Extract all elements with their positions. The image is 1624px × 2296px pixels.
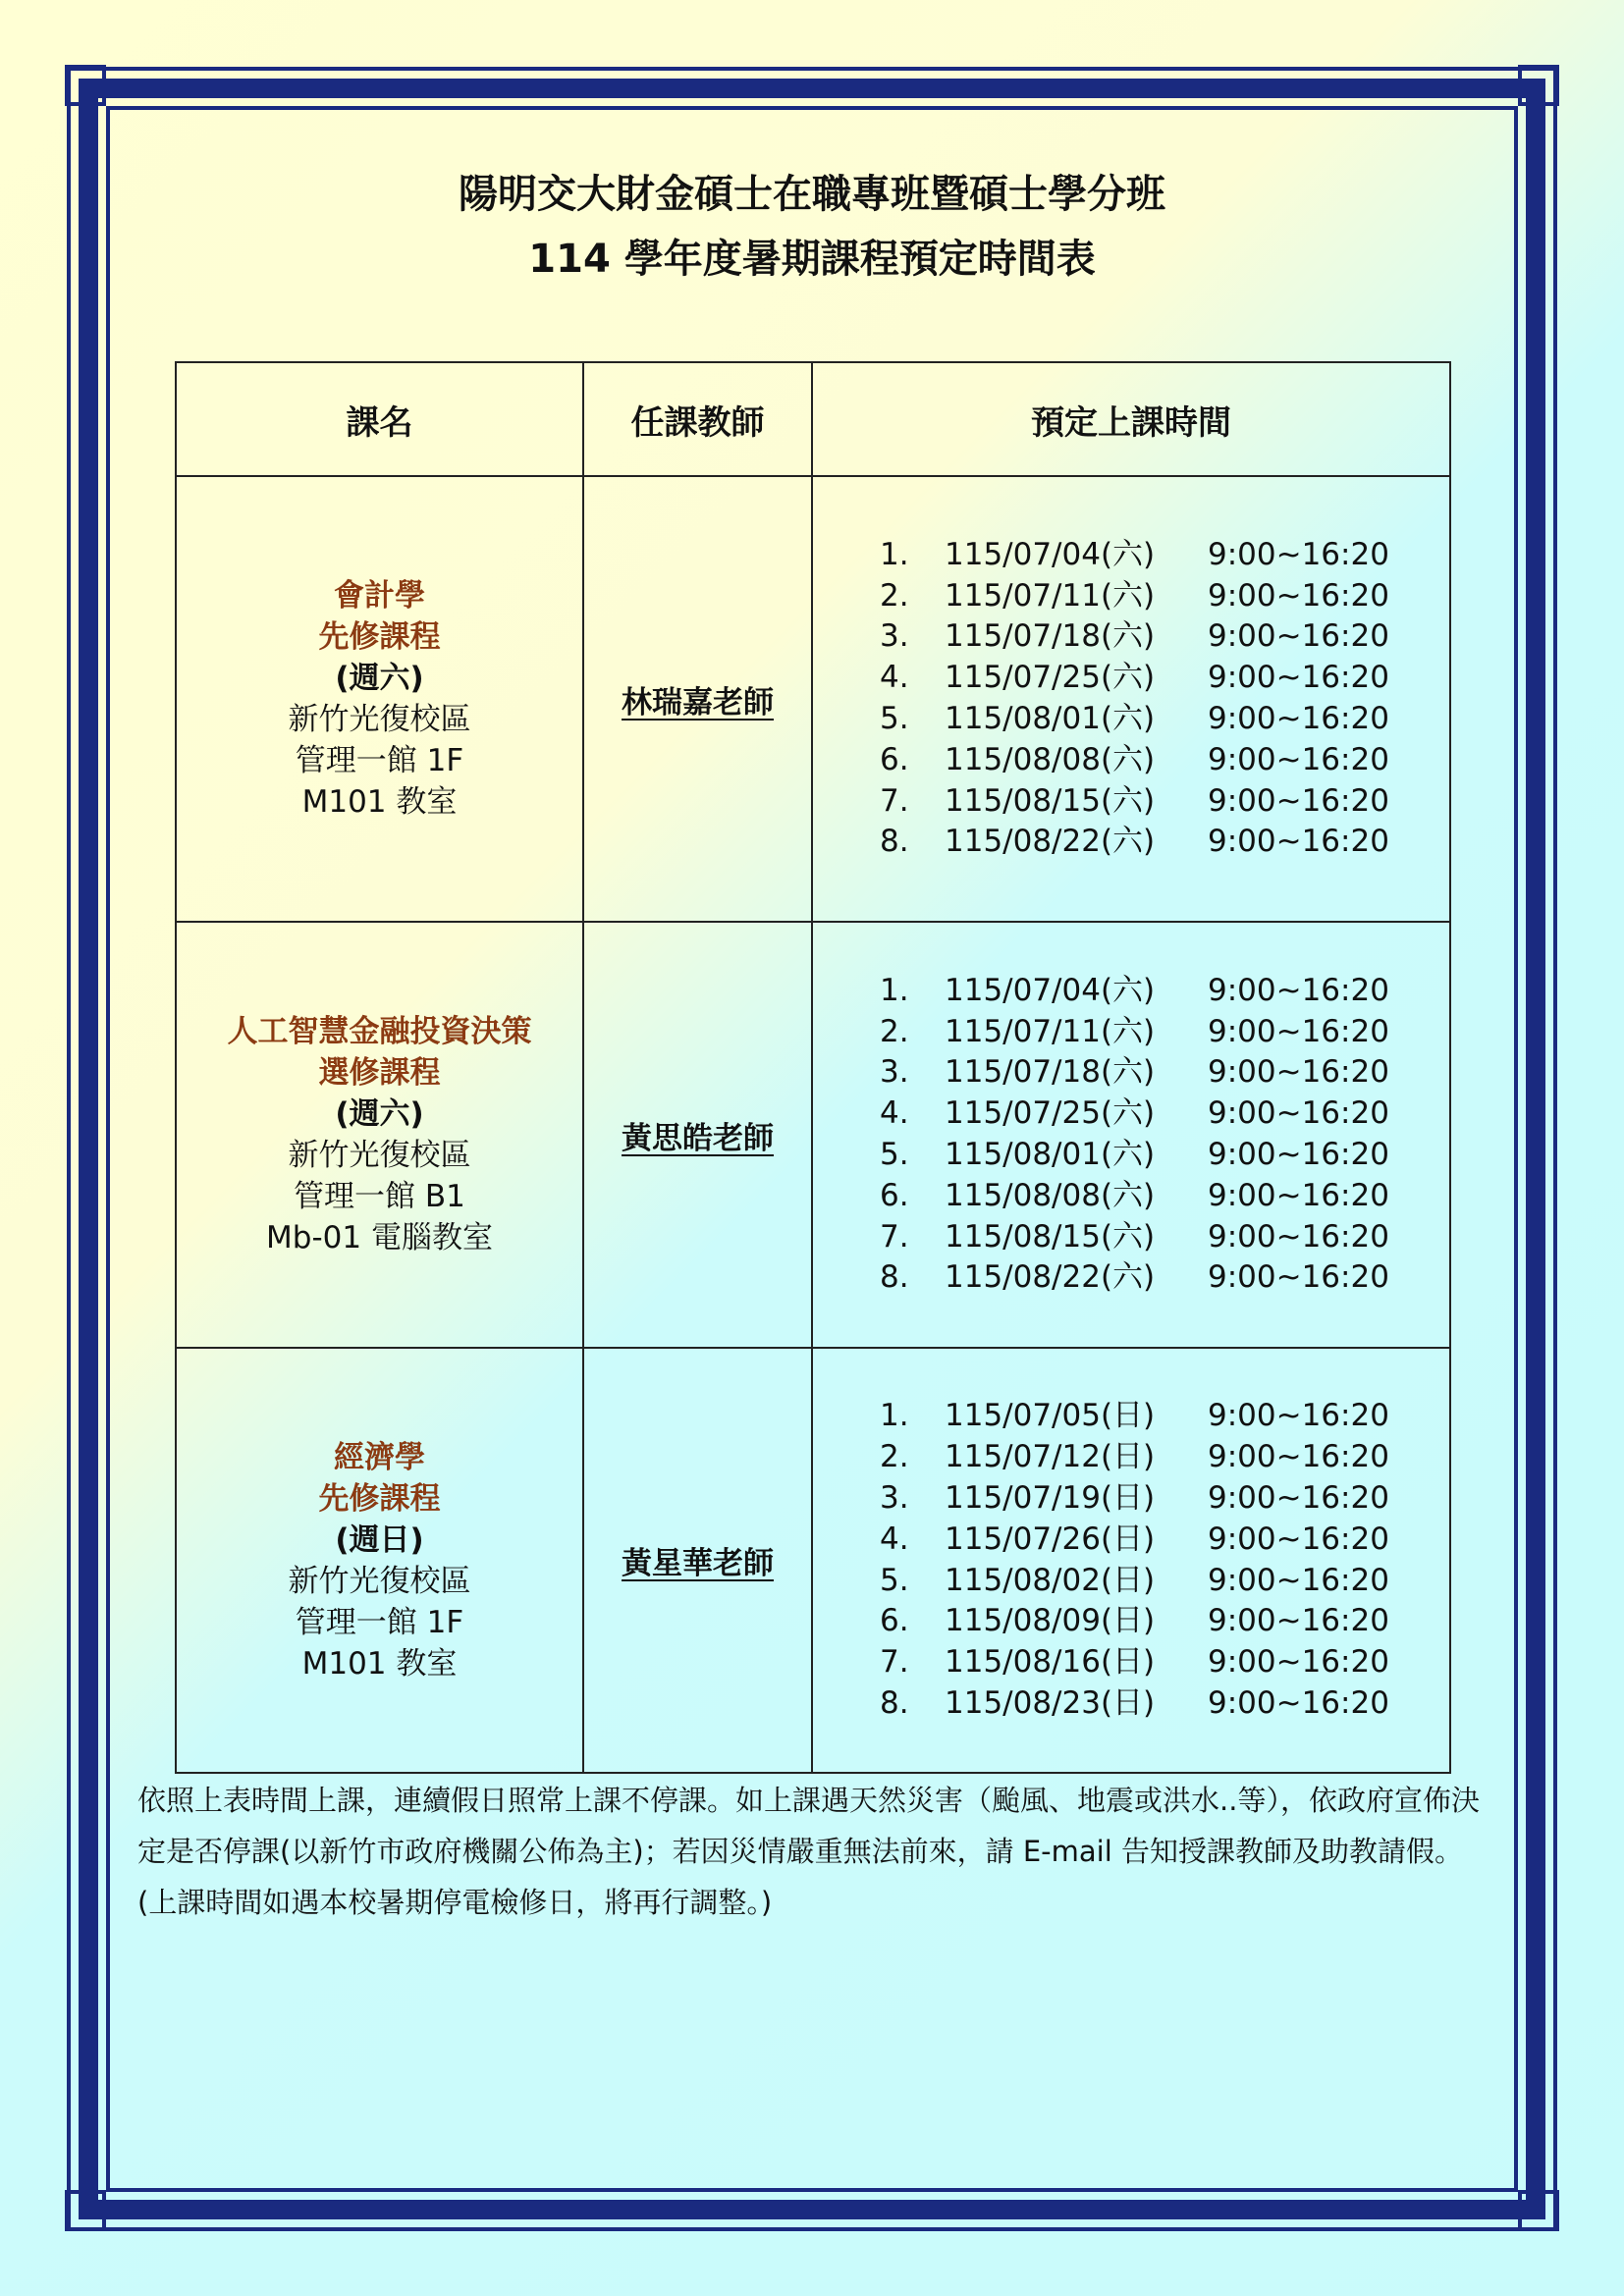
table-row — [176, 476, 1450, 922]
table-header-row — [176, 362, 1450, 476]
schedule-time: 9:00~16:20 — [1208, 972, 1389, 1008]
schedule-time: 9:00~16:20 — [1208, 1013, 1389, 1049]
schedule-num: 6. — [880, 1603, 909, 1639]
course-info-cell — [176, 476, 583, 922]
schedule-time: 9:00~16:20 — [1208, 741, 1389, 777]
schedule-time: 9:00~16:20 — [1208, 1562, 1389, 1598]
course-campus: 新竹光復校區 — [288, 702, 471, 737]
schedule-date: 115/08/01(六) — [945, 1137, 1156, 1172]
schedule-time: 9:00~16:20 — [1208, 824, 1389, 860]
schedule-num: 1. — [880, 536, 909, 572]
teacher-cell — [583, 922, 812, 1348]
course-day: (週日) — [335, 1522, 424, 1558]
schedule-date: 115/08/23(日) — [945, 1684, 1156, 1721]
course-type: 先修課程 — [318, 1480, 441, 1517]
course-type: 先修課程 — [318, 619, 441, 655]
schedule-date: 115/07/26(日) — [945, 1521, 1156, 1557]
schedule-num: 8. — [880, 1684, 909, 1721]
schedule-date: 115/07/18(六) — [945, 618, 1156, 655]
course-building: 管理一館 1F — [295, 743, 464, 778]
schedule-date: 115/07/04(六) — [945, 536, 1156, 572]
schedule-note: 依照上表時間上課，連續假日照常上課不停課。如上課遇天然災害（颱風、地震或洪水..等），依政府宣佈決定是否停課(以新竹市政府機關公佈為主)；若因災情嚴重無法前來，請 E-mail 告知授課教師及助教請假。(上課時間如遇本校暑期停電檢修日，將再行調整。) — [137, 1784, 1480, 1919]
schedule-item — [880, 1176, 1449, 1217]
schedule-time: 9:00~16:20 — [1208, 782, 1389, 819]
schedule-date: 115/07/11(六) — [945, 1013, 1156, 1049]
schedule-item — [880, 1520, 1449, 1561]
schedule-item — [880, 1012, 1449, 1053]
header-time: 預定上課時間 — [812, 362, 1450, 476]
schedule-item — [880, 1683, 1449, 1725]
header-teacher: 任課教師 — [583, 362, 812, 476]
schedule-item — [880, 1561, 1449, 1602]
schedule-table — [175, 361, 1451, 1774]
teacher-cell — [583, 1348, 812, 1773]
teacher-name: 林瑞嘉老師 — [622, 684, 774, 721]
schedule-time: 9:00~16:20 — [1208, 1521, 1389, 1557]
schedule-num: 6. — [880, 741, 909, 777]
course-info-cell — [176, 922, 583, 1348]
schedule-date: 115/08/22(六) — [945, 1259, 1156, 1296]
schedule-time: 9:00~16:20 — [1208, 1177, 1389, 1213]
course-name: 會計學 — [334, 578, 425, 614]
schedule-date: 115/08/22(六) — [945, 824, 1156, 860]
frame-corner-top-right — [1518, 65, 1559, 106]
schedule-date: 115/08/09(日) — [945, 1603, 1156, 1639]
course-room: Mb-01 電腦教室 — [266, 1220, 493, 1255]
schedule-item — [880, 1217, 1449, 1258]
schedule-time: 9:00~16:20 — [1208, 1684, 1389, 1721]
schedule-time: 9:00~16:20 — [1208, 1137, 1389, 1172]
schedule-date: 115/07/04(六) — [945, 972, 1156, 1008]
schedule-num: 4. — [880, 1521, 909, 1557]
schedule-item — [880, 1396, 1449, 1437]
schedule-num: 4. — [880, 1095, 909, 1132]
schedule-time: 9:00~16:20 — [1208, 1054, 1389, 1091]
schedule-item — [880, 576, 1449, 617]
schedule-item — [880, 1135, 1449, 1176]
schedule-time: 9:00~16:20 — [1208, 1259, 1389, 1296]
schedule-num: 1. — [880, 972, 909, 1008]
schedule-item — [880, 535, 1449, 576]
schedule-num: 2. — [880, 1439, 909, 1475]
schedule-date: 115/08/01(六) — [945, 701, 1156, 736]
schedule-date: 115/07/25(六) — [945, 660, 1156, 696]
schedule-num: 7. — [880, 782, 909, 819]
schedule-item — [880, 1642, 1449, 1683]
schedule-item — [880, 1052, 1449, 1094]
course-campus: 新竹光復校區 — [288, 1563, 471, 1599]
schedule-num: 3. — [880, 1054, 909, 1091]
schedule-date: 115/07/12(日) — [945, 1439, 1156, 1475]
schedule-item — [880, 1257, 1449, 1299]
course-building: 管理一館 B1 — [294, 1179, 465, 1214]
schedule-num: 2. — [880, 577, 909, 614]
schedule-time: 9:00~16:20 — [1208, 1479, 1389, 1516]
schedule-item — [880, 1437, 1449, 1478]
schedule-date: 115/08/08(六) — [945, 741, 1156, 777]
schedule-item — [880, 1601, 1449, 1642]
schedule-num: 4. — [880, 660, 909, 696]
schedule-date: 115/07/18(六) — [945, 1054, 1156, 1091]
table-row — [176, 1348, 1450, 1773]
schedule-num: 1. — [880, 1398, 909, 1434]
course-day: (週六) — [335, 661, 424, 696]
schedule-time: 9:00~16:20 — [1208, 536, 1389, 572]
schedule-date: 115/07/05(日) — [945, 1398, 1156, 1434]
schedule-num: 5. — [880, 701, 909, 736]
schedule-item — [880, 740, 1449, 781]
frame-corner-bottom-right — [1518, 2190, 1559, 2231]
schedule-date: 115/07/11(六) — [945, 577, 1156, 614]
course-campus: 新竹光復校區 — [288, 1138, 471, 1173]
schedule-time: 9:00~16:20 — [1208, 1439, 1389, 1475]
table-row — [176, 922, 1450, 1348]
course-building: 管理一館 1F — [295, 1604, 464, 1640]
schedule-num: 5. — [880, 1137, 909, 1172]
schedule-item — [880, 699, 1449, 740]
schedule-date: 115/07/25(六) — [945, 1095, 1156, 1132]
schedule-time: 9:00~16:20 — [1208, 1603, 1389, 1639]
page-title-line1: 陽明交大財金碩士在職專班暨碩士學分班 — [459, 172, 1165, 217]
schedule-date: 115/08/02(日) — [945, 1562, 1156, 1598]
schedule-date: 115/07/19(日) — [945, 1479, 1156, 1516]
schedule-num: 8. — [880, 824, 909, 860]
schedule-num: 8. — [880, 1259, 909, 1296]
schedule-item — [880, 781, 1449, 823]
course-info-cell — [176, 1348, 583, 1773]
schedule-time: 9:00~16:20 — [1208, 660, 1389, 696]
frame-corner-top-left — [65, 65, 106, 106]
schedule-item — [880, 971, 1449, 1012]
schedule-num: 2. — [880, 1013, 909, 1049]
course-name: 人工智慧金融投資決策 — [227, 1014, 532, 1049]
course-day: (週六) — [335, 1096, 424, 1132]
schedule-item — [880, 1478, 1449, 1520]
header-course: 課名 — [176, 362, 583, 476]
course-type: 選修課程 — [318, 1055, 441, 1091]
schedule-num: 6. — [880, 1177, 909, 1213]
schedule-num: 3. — [880, 618, 909, 655]
teacher-name: 黃思皓老師 — [622, 1120, 774, 1156]
schedule-num: 3. — [880, 1479, 909, 1516]
course-room: M101 教室 — [301, 784, 458, 820]
schedule-cell — [812, 1348, 1450, 1773]
schedule-cell — [812, 476, 1450, 922]
schedule-date: 115/08/15(六) — [945, 1218, 1156, 1255]
teacher-cell — [583, 476, 812, 922]
schedule-date: 115/08/16(日) — [945, 1644, 1156, 1681]
schedule-num: 7. — [880, 1218, 909, 1255]
schedule-item — [880, 616, 1449, 658]
schedule-item — [880, 1094, 1449, 1135]
schedule-num: 5. — [880, 1562, 909, 1598]
schedule-time: 9:00~16:20 — [1208, 701, 1389, 736]
schedule-time: 9:00~16:20 — [1208, 1644, 1389, 1681]
schedule-time: 9:00~16:20 — [1208, 1398, 1389, 1434]
course-name: 經濟學 — [334, 1439, 425, 1475]
schedule-time: 9:00~16:20 — [1208, 618, 1389, 655]
teacher-name: 黃星華老師 — [622, 1546, 774, 1581]
schedule-date: 115/08/15(六) — [945, 782, 1156, 819]
schedule-item — [880, 658, 1449, 699]
schedule-time: 9:00~16:20 — [1208, 577, 1389, 614]
schedule-time: 9:00~16:20 — [1208, 1218, 1389, 1255]
schedule-item — [880, 822, 1449, 863]
schedule-cell — [812, 922, 1450, 1348]
schedule-num: 7. — [880, 1644, 909, 1681]
page-title-line2: 114 學年度暑期課程預定時間表 — [528, 237, 1096, 282]
frame-corner-bottom-left — [65, 2190, 106, 2231]
course-room: M101 教室 — [301, 1645, 458, 1682]
schedule-time: 9:00~16:20 — [1208, 1095, 1389, 1132]
schedule-date: 115/08/08(六) — [945, 1177, 1156, 1213]
